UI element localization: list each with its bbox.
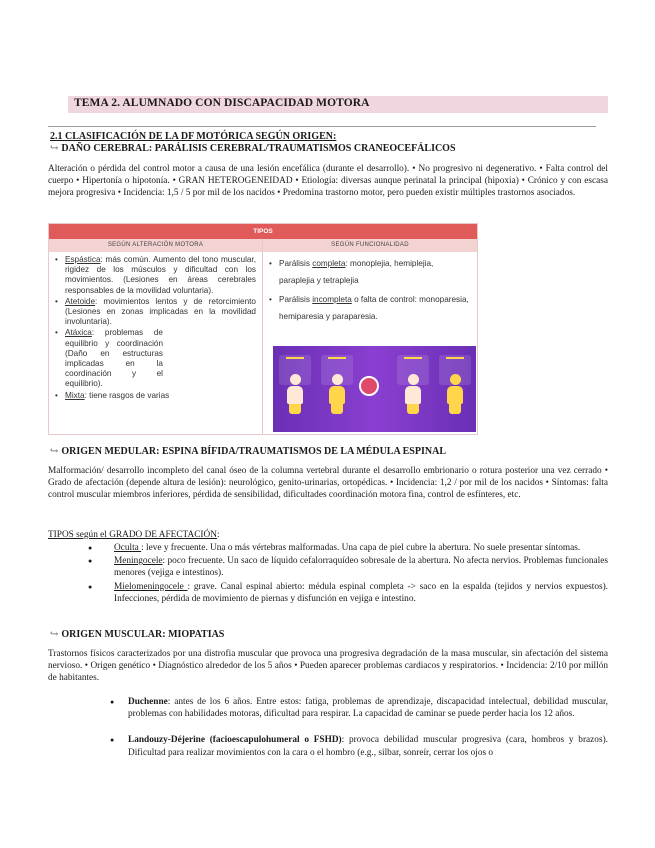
list-item: ● Meningocele: poco frecuente. Un saco de líquido cefalorraquídeo sobresale de la abertura. No afecta nervios. Problemas funcionales menores (vejiga e intestinos). [48,555,608,579]
list-item: • Parálisis completa: monoplejia, hemiplejia, paraplejia y tetraplejia [269,255,471,289]
arrow-icon: ↪ [50,143,59,154]
list-item: ● Oculta : leve y frecuente. Una o más vértebras malformadas. Una capa de piel cubre la abertura. No suele presentar síntomas. [48,542,608,554]
list-item: • Atáxica: problemas de equilibrio y coordinación (Daño en estructuras implicadas en la coordinación y el equilibrio). [55,328,163,389]
title-bar [68,96,608,113]
paragraph-origen-muscular: Trastornos físicos caracterizados por una distrofia muscular que provoca una progresiva degradación de la masa muscular, sin afectación del sistema nervioso. • Origen genético • Diagnóstico alrededor de los 5 años • Pueden aparecer problemas cardiacos y respiratorios. • Incidencia: 2/10 por millón de habitantes. [48,649,608,684]
table-header-right: SEGÚN FUNCIONALIDAD [263,239,477,252]
list-tipos-afectacion [48,542,608,606]
list-miopatias [48,696,608,760]
types-table [48,223,478,435]
list-alteracion-motora [49,252,262,401]
figure-icon [447,374,463,414]
figure-icon [329,374,345,414]
list-item: ● Duchenne: antes de los 6 años. Entre estos: fatiga, problemas de aprendizaje, discapacidad intelectual, debilidad muscular, problemas con habilidades motoras, dificultad para respirar. La capacidad de caminar se puede perder hacia los 12 años. [48,696,608,720]
subheading-origen-muscular: ↪ ORIGEN MUSCULAR: MIOPATIAS [50,629,225,640]
list-item: • Atetoide: movimientos lentos y de retorcimiento (Lesiones en zonas implicadas en la movilidad involuntaria). [55,297,256,328]
list-item: ● Landouzy-Déjerine (facioescapulohumeral o FSHD): provoca debilidad muscular progresiva (cara, hombros y brazos). Dificultad para realizar movimientos con la cara o el hombro (e.g., silbar, sonreír, cerrar los ojos o [48,734,608,758]
list-item: • Parálisis incompleta o falta de control: monoparesia, hemiparesia y paraparesia. [269,291,471,325]
table-column-left [49,239,263,435]
divider [48,126,596,127]
figure-icon [287,374,303,414]
paragraph-origen-medular: Malformación/ desarrollo incompleto del canal óseo de la columna vertebral durante el desarrollo embrionario o rotura posterior una vez cerrado • Grado de afectación (depende altura de lesión): neurológico, genito-urinarias, ortopédicas. • Incidencia: 1,2 / por mil de los nacidos • Síntomas: falta control muscular miembros inferiores, pérdida de sensibilidad, dificultades coordinación motora fina, control de esfínteres, etc. [48,466,608,501]
subheading-origen-medular: ↪ ORIGEN MEDULAR: ESPINA BÍFIDA/TRAUMATISMOS DE LA MÉDULA ESPINAL [50,446,446,457]
list-item: ● Mielomeningocele : grave. Canal espinal abierto: médula espinal completa -> saco en la espalda (tejidos y nervios expuestos). Infecciones, pérdida de movimiento de piernas y disfunción en vejiga e intestino. [48,581,608,605]
list-item: • Mixta: tiene rasgos de varias [55,391,256,401]
table-header-left: SEGÚN ALTERACIÓN MOTORA [49,239,262,252]
arrow-icon: ↪ [50,446,59,457]
table-column-right [263,239,477,435]
arrow-icon: ↪ [50,629,59,640]
table-title: TIPOS [49,224,477,239]
list-funcionalidad [263,252,477,325]
section-heading: 2.1 CLASIFICACIÓN DE LA DF MOTÓRICA SEGÚN ORIGEN: [50,131,337,142]
logo-icon [359,376,379,396]
paralysis-types-illustration [273,346,476,432]
page-title: TEMA 2. ALUMNADO CON DISCAPACIDAD MOTORA [74,97,370,109]
list-item: • Espástica: más común. Aumento del tono muscular, rigidez de los músculos y dificultad con los movimientos. (Lesiones en áreas cerebrales responsables de la movilidad voluntaria). [55,255,256,296]
subheading-dano-cerebral: ↪ DAÑO CEREBRAL: PARÁLISIS CEREBRAL/TRAUMATISMOS CRANEOCEFÁLICOS [50,143,456,154]
figure-icon [405,374,421,414]
tipos-heading: TIPOS según el GRADO DE AFECTACIÓN: [48,530,220,540]
paragraph-dano-cerebral: Alteración o pérdida del control motor a causa de una lesión encefálica (durante el desarrollo). • No progresivo ni degenerativo. • Falta control del cuerpo • Hipertonía o hipotonía. • GRAN HETEROGENEIDAD • Etiología: diversas aunque perinatal la principal (hipoxia) • Crónico y con escasa mejora progresiva • Incidencia: 1,5 / 5 por mil de los nacidos • Predomina trastorno motor, pero pueden existir múltiples trastornos asociados. [48,164,608,199]
